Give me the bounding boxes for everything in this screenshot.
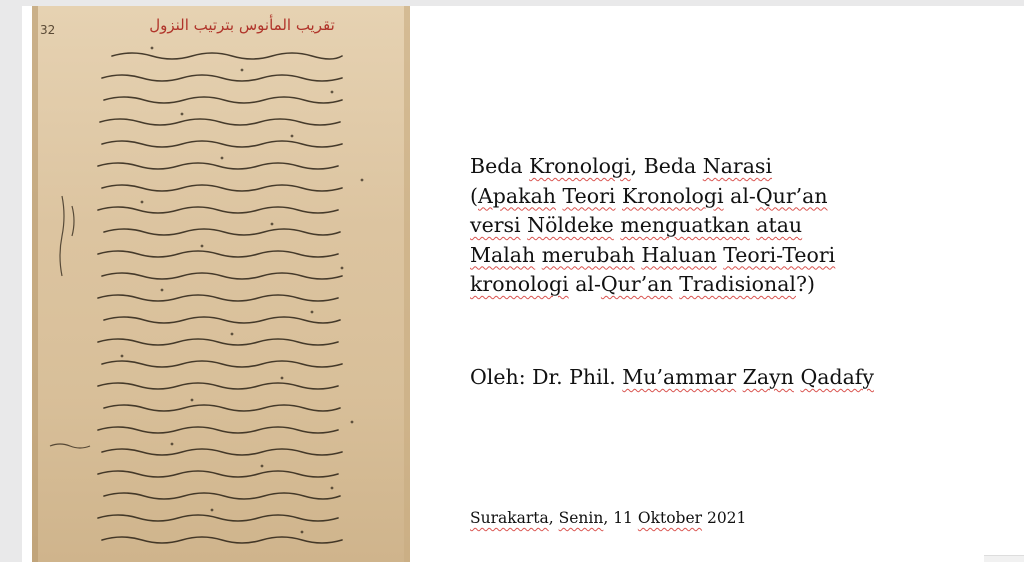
slide-author: Oleh: Dr. Phil. Mu’ammar Zayn Qadafy (470, 365, 874, 389)
title-line-1: Beda Kronologi, Beda Narasi (470, 154, 773, 178)
manuscript-handwriting (32, 6, 410, 562)
title-line-3: versi Nöldeke menguatkan atau (470, 213, 803, 237)
manuscript-image (32, 6, 410, 562)
manuscript-page-number: 32 (40, 23, 56, 37)
title-line-2: (Apakah Teori Kronologi al-Qur’an (470, 183, 828, 208)
title-line-4: Malah merubah Haluan Teori-Teori (470, 242, 836, 267)
manuscript-title: تقريب المأنوس بترتيب النزول (149, 16, 335, 34)
slide-title (470, 152, 1010, 300)
window-corner (984, 555, 1024, 562)
title-line-5: kronologi al-Qur’an Tradisional?) (470, 272, 815, 296)
slide-place-date: Surakarta, Senin, 11 Oktober 2021 (470, 509, 747, 527)
presentation-slide (22, 6, 1024, 562)
